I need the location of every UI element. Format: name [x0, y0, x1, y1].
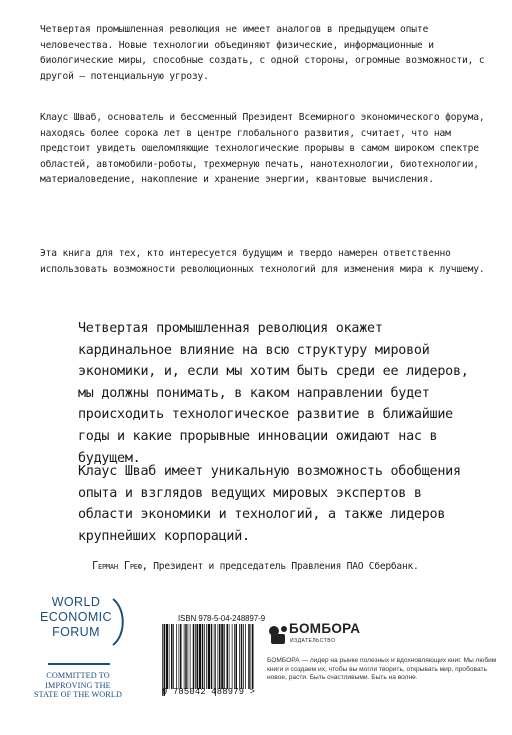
- wef-wordmark: [30, 595, 122, 640]
- wef-tagline: COMMITTED TO IMPROVING THE STATE OF THE WORLD: [34, 671, 122, 699]
- isbn-label: ISBN 978-5-04-248897-9: [178, 614, 266, 623]
- publisher-name: БОМБОРА: [289, 621, 361, 636]
- wef-logo: [30, 595, 140, 710]
- quote-part-2: Клаус Шваб имеет уникальную возможность обобщения опыта и взглядов ведущих мировых экспертов в области экономики и технологий, а также лидеров крупнейших корпораций.: [78, 464, 461, 544]
- wef-word-3: FORUM: [52, 625, 100, 639]
- wef-word-1: WORLD: [51, 595, 101, 609]
- paragraph-author: Клаус Шваб, основатель и бессменный Президент Всемирного экономического форума, находясь более сорока лет в центре глобального развития, считает, что нам предстоит увидеть ошеломляющие технологические прорывы в самом широком спектре областей, автомобили-роботы, трехмерную печать, нанотехнологии, биотехнологии, материаловедение, накопление и хранение энергии, квантовые вычисления.: [40, 112, 485, 185]
- quote-signature: [92, 559, 512, 574]
- paragraph-intro: Четвертая промышленная революция не имеет аналогов в предыдущем опыте человечества. Новые технологии объединяют физические, информационные и биологические миры, способные создать, с одной стороны, огромные возможности, с другой – потенциальную угрозу.: [40, 24, 485, 82]
- barcode-icon: [162, 624, 256, 696]
- signature-name: Герман Греф,: [92, 560, 148, 572]
- wef-divider: [48, 663, 110, 665]
- wef-arc-icon: [110, 597, 128, 647]
- publisher-description: БОМБОРА — лидер на рынке полезных и вдохновляющих книг. Мы любим книги и создаем их, чтобы вы могли творить, открывать мир, пробовать новое, расти. Быть счастливыми. Быть на волне.: [267, 657, 497, 682]
- paragraph-audience: Эта книга для тех, кто интересуется будущим и твердо намерен ответственно использовать возможности революционных технологий для изменения мира к лучшему.: [40, 248, 485, 275]
- wef-word-2: ECONOMIC: [40, 610, 112, 624]
- signature-title: Президент и председатель Правления ПАО Сбербанк.: [147, 561, 419, 572]
- quote-part-1: Четвертая промышленная революция окажет кардинальное влияние на всю структуру мировой экономики, и, если мы хотим быть среди ее лидеров, мы должны понимать, в каком направлении будет происходить технологическое развитие в ближайшие годы и какие прорывные инновации ожидают нас в будущем.: [78, 321, 469, 466]
- publisher-subtitle: ИЗДАТЕЛЬСТВО: [290, 638, 336, 644]
- barcode-digits: 9 785042 488979 >: [162, 687, 256, 697]
